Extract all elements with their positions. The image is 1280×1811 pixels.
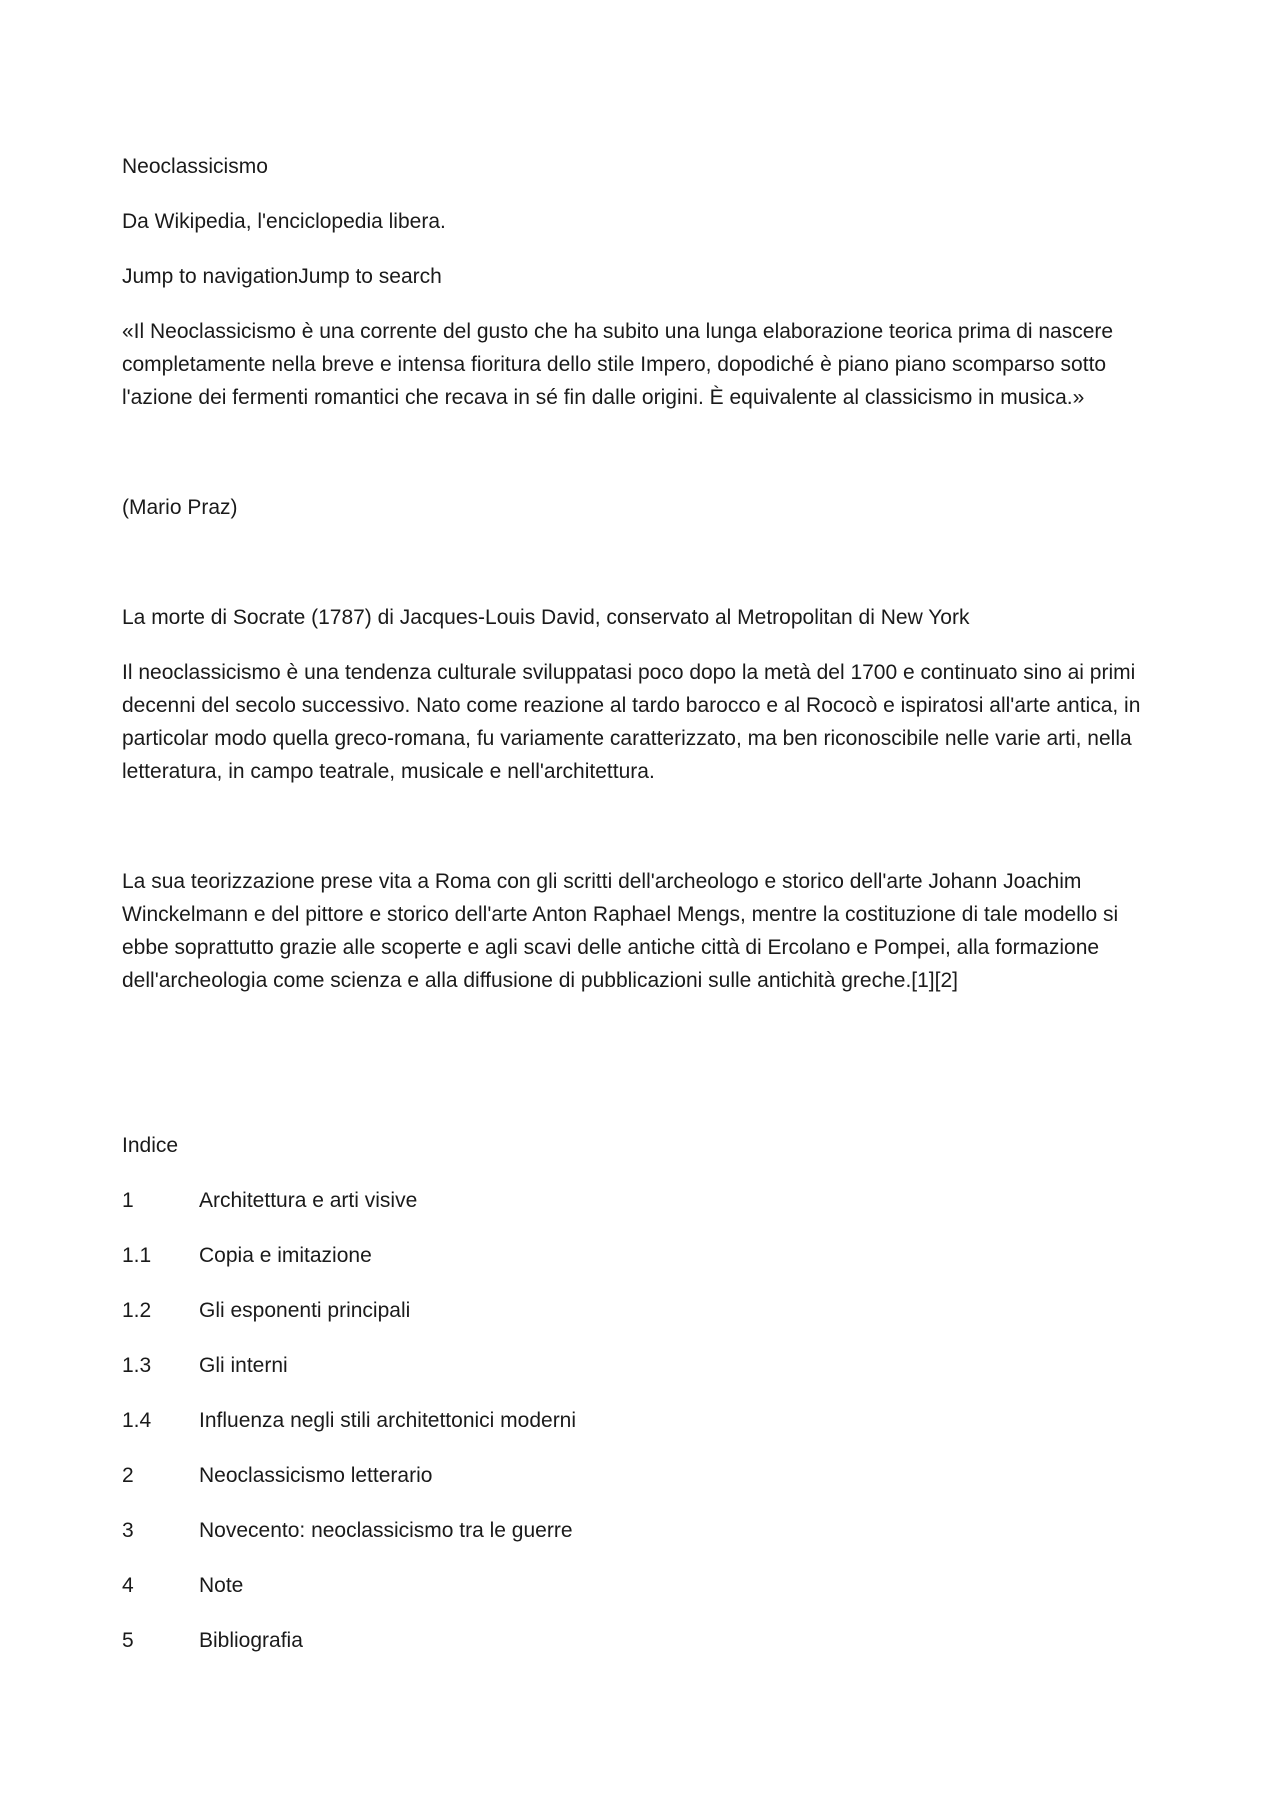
table-of-contents (122, 1184, 1162, 1657)
toc-item[interactable] (122, 1514, 1162, 1547)
spacer (122, 1019, 1162, 1129)
quote-text: «Il Neoclassicismo è una corrente del gusto che ha subito una lunga elaborazione teorica prima di nascere completamente nella breve e intensa fioritura dello stile Impero, dopodiché è piano piano scomparso sotto l'azione dei fermenti romantici che recava in sé fin dalle origini. È equivalente al classicismo in musica.» (122, 320, 1114, 409)
toc-label[interactable]: Gli esponenti principali (199, 1299, 411, 1322)
intro-paragraph: Il neoclassicismo è una tendenza culturale sviluppatasi poco dopo la metà del 1700 e continuato sino ai primi decenni del secolo successivo. Nato come reazione al tardo barocco e al Rococò e ispiratosi all'arte antica, in particolar modo quella greco-romana, fu variamente caratterizzato, ma ben riconoscibile nelle varie arti, nella letteratura, in campo teatrale, musicale e nell'architettura. (122, 661, 1141, 783)
toc-item[interactable] (122, 1294, 1162, 1327)
page-title: Neoclassicismo (122, 155, 268, 178)
toc-number: 3 (122, 1519, 134, 1542)
toc-label[interactable]: Influenza negli stili architettonici moderni (199, 1409, 577, 1432)
toc-number: 4 (122, 1574, 134, 1597)
toc-item[interactable] (122, 1404, 1162, 1437)
toc-number: 1.1 (122, 1244, 152, 1267)
toc-label[interactable]: Novecento: neoclassicismo tra le guerre (199, 1519, 573, 1542)
history-paragraph: La sua teorizzazione prese vita a Roma con gli scritti dell'archeologo e storico dell'arte Johann Joachim Winckelmann e del pittore e storico dell'arte Anton Raphael Mengs, mentre la costituzione di tale modello si ebbe soprattutto grazie alle scoperte e agli scavi delle antiche città di Ercolano e Pompei, alla formazione dell'archeologia come scienza e alla diffusione di pubblicazioni sulle antichità greche.[1][2] (122, 870, 1119, 992)
toc-label[interactable]: Neoclassicismo letterario (199, 1464, 433, 1487)
spacer (122, 436, 1162, 491)
quote-author: (Mario Praz) (122, 496, 238, 519)
toc-item[interactable] (122, 1184, 1162, 1217)
toc-number: 2 (122, 1464, 134, 1487)
page-subtitle: Da Wikipedia, l'enciclopedia libera. (122, 210, 446, 233)
toc-item[interactable] (122, 1239, 1162, 1272)
toc-number: 1.2 (122, 1299, 152, 1322)
spacer (122, 546, 1162, 601)
toc-label[interactable]: Note (199, 1574, 244, 1597)
toc-item[interactable] (122, 1349, 1162, 1382)
image-caption: La morte di Socrate (1787) di Jacques-Louis David, conservato al Metropolitan di New York (122, 606, 970, 629)
toc-label[interactable]: Architettura e arti visive (199, 1189, 418, 1212)
toc-label[interactable]: Copia e imitazione (199, 1244, 372, 1267)
toc-item[interactable] (122, 1569, 1162, 1602)
toc-item[interactable] (122, 1459, 1162, 1492)
document-page (122, 150, 1162, 1679)
toc-number: 5 (122, 1629, 134, 1652)
toc-heading: Indice (122, 1134, 179, 1157)
toc-item[interactable] (122, 1624, 1162, 1657)
toc-number: 1 (122, 1189, 134, 1212)
toc-label[interactable]: Gli interni (199, 1354, 288, 1377)
jump-links[interactable]: Jump to navigationJump to search (122, 265, 442, 288)
toc-number: 1.3 (122, 1354, 152, 1377)
toc-number: 1.4 (122, 1409, 152, 1432)
spacer (122, 810, 1162, 865)
toc-label[interactable]: Bibliografia (199, 1629, 303, 1652)
